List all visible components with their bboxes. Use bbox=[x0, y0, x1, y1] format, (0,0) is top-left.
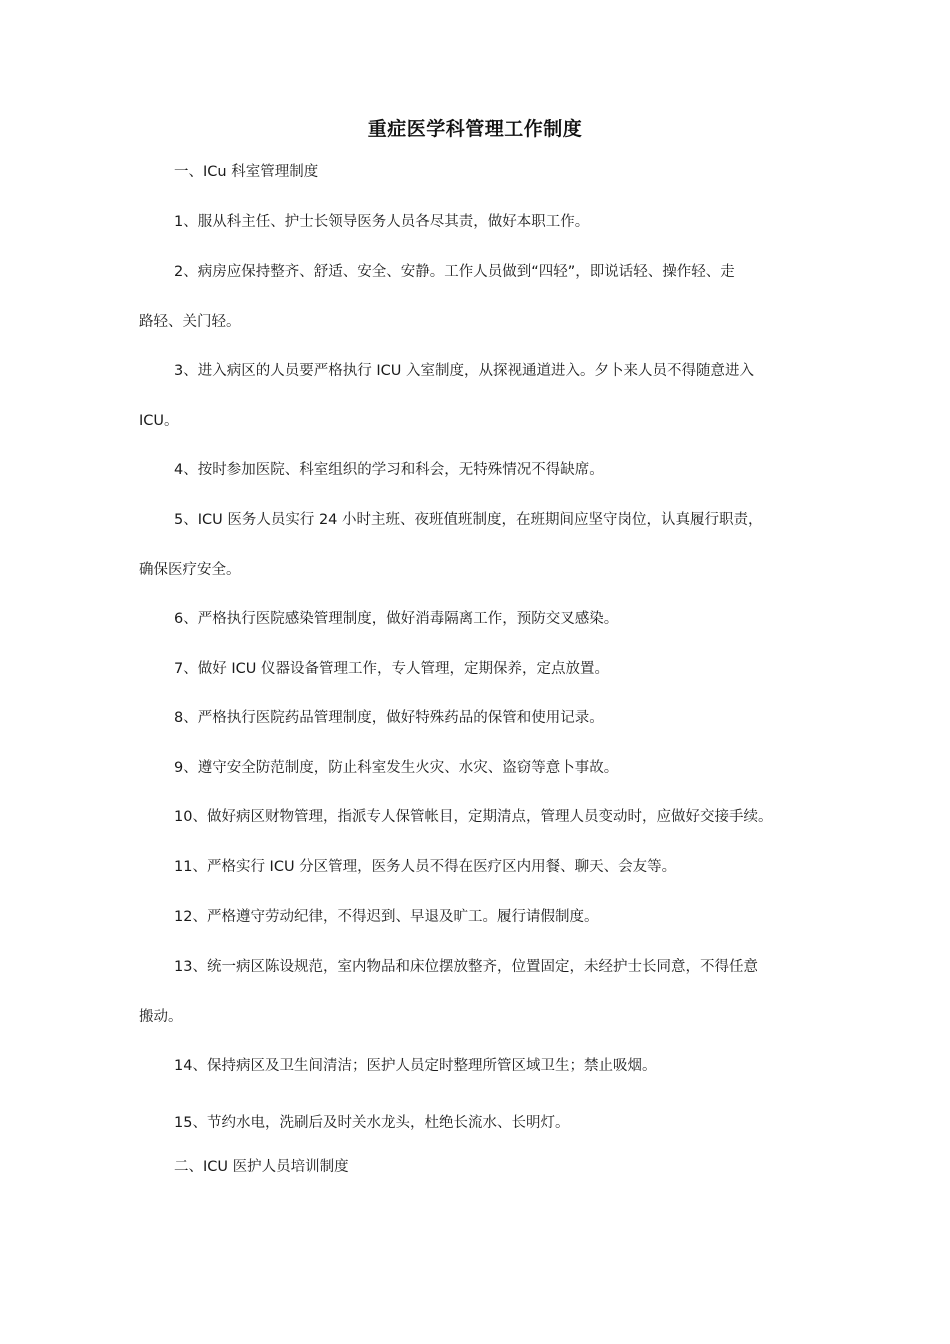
paragraph-line: 8、严格执行医院药品管理制度，做好特殊药品的保管和使用记录。 bbox=[174, 710, 604, 726]
document-title: 重症医学科管理工作制度 bbox=[367, 118, 583, 140]
paragraph-line: 5、ICU 医务人员实行 24 小时主班、夜班值班制度，在班期间应坚守岗位，认真履行职责， bbox=[174, 512, 763, 528]
paragraph-line: 13、统一病区陈设规范，室内物品和床位摆放整齐，位置固定，未经护士长同意，不得任意 bbox=[174, 959, 758, 975]
paragraph-line: 4、按时参加医院、科室组织的学习和科会，无特殊情况不得缺席。 bbox=[174, 462, 604, 478]
section-heading: 二、ICU 医护人员培训制度 bbox=[174, 1159, 349, 1175]
paragraph-line: 6、严格执行医院感染管理制度，做好消毒隔离工作，预防交叉感染。 bbox=[174, 611, 619, 627]
paragraph-line: ICU。 bbox=[139, 413, 179, 429]
paragraph-line: 确保医疗安全。 bbox=[139, 562, 241, 578]
paragraph-line: 搬动。 bbox=[139, 1009, 183, 1025]
paragraph-line: 7、做好 ICU 仪器设备管理工作，专人管理，定期保养，定点放置。 bbox=[174, 661, 609, 677]
paragraph-line: 12、严格遵守劳动纪律，不得迟到、早退及旷工。履行请假制度。 bbox=[174, 909, 599, 925]
paragraph-line: 1、服从科主任、护士长领导医务人员各尽其责，做好本职工作。 bbox=[174, 214, 590, 230]
paragraph-line: 14、保持病区及卫生间清洁；医护人员定时整理所管区域卫生；禁止吸烟。 bbox=[174, 1058, 657, 1074]
paragraph-line: 9、遵守安全防范制度，防止科室发生火灾、水灾、盗窃等意卜事故。 bbox=[174, 760, 619, 776]
paragraph-line: 路轻、关门轻。 bbox=[139, 314, 241, 330]
paragraph-line: 10、做好病区财物管理，指派专人保管帐目，定期清点，管理人员变动时，应做好交接手续。 bbox=[174, 809, 773, 825]
paragraph-line: 2、病房应保持整齐、舒适、安全、安静。工作人员做到“四轻”，即说话轻、操作轻、走 bbox=[174, 264, 735, 280]
paragraph-line: 11、严格实行 ICU 分区管理，医务人员不得在医疗区内用餐、聊天、会友等。 bbox=[174, 859, 677, 875]
paragraph-line: 15、节约水电，洗刷后及时关水龙头，杜绝长流水、长明灯。 bbox=[174, 1115, 570, 1131]
paragraph-line: 3、进入病区的人员要严格执行 ICU 入室制度，从探视通道进入。夕卜来人员不得随意进入 bbox=[174, 363, 754, 379]
section-heading: 一、ICu 科室管理制度 bbox=[174, 164, 319, 180]
